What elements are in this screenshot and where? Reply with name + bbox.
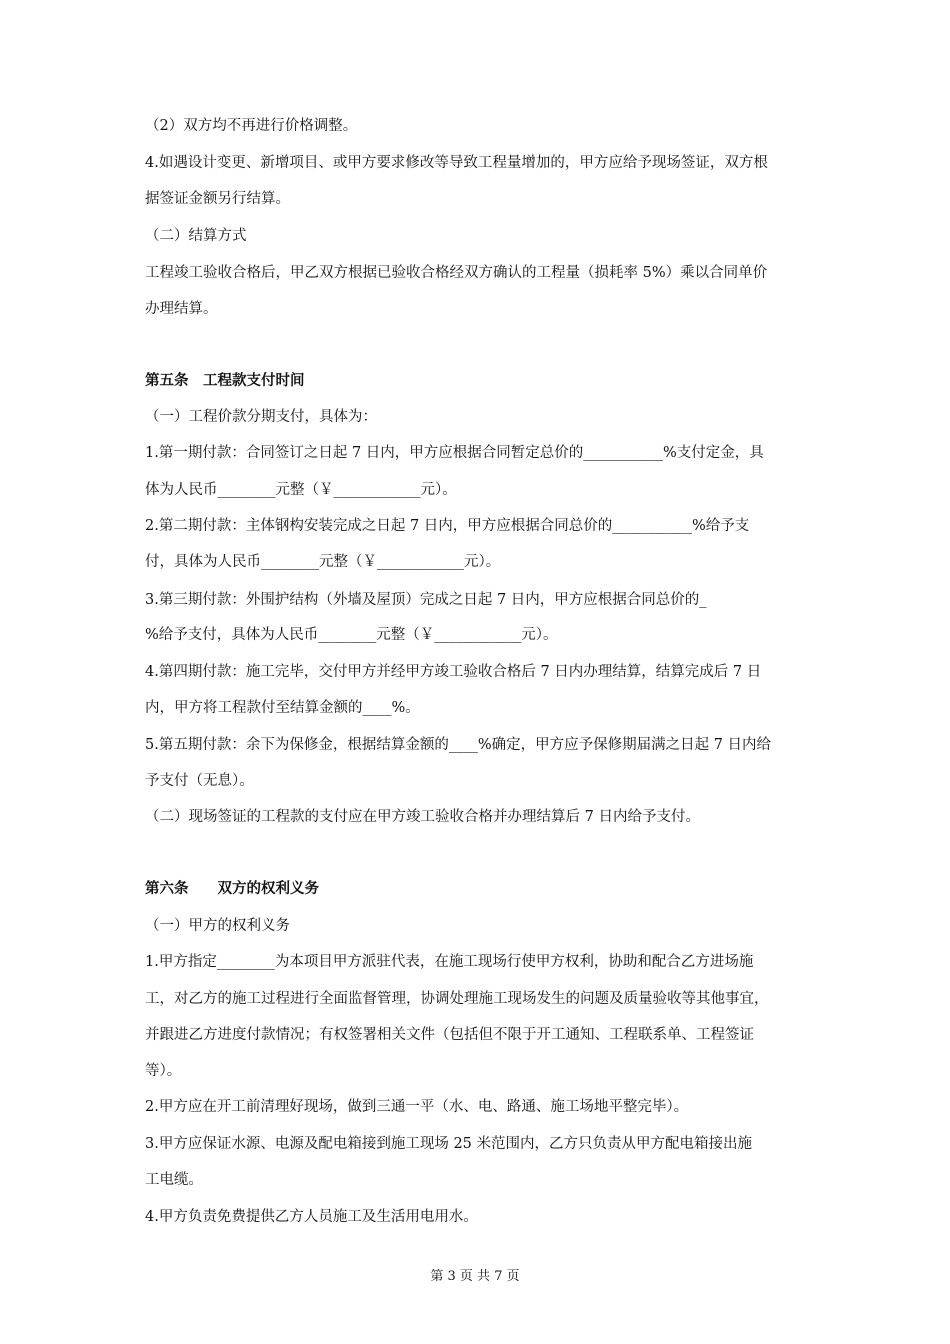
text-line: （一）甲方的权利义务 [145, 918, 290, 934]
text-line: （二）现场签证的工程款的支付应在甲方竣工验收合格并办理结算后 7 日内给予支付。 [145, 809, 700, 825]
text-line: 办理结算。 [145, 301, 218, 317]
text-line: 工，对乙方的施工过程进行全面监督管理，协调处理施工现场发生的问题及质量验收等其他事宜， [145, 991, 769, 1007]
section-heading: 第五条 工程款支付时间 [145, 373, 305, 389]
text-line: 1.甲方指定________为本项目甲方派驻代表，在施工现场行使甲方权利，协助和配合乙方进场施 [145, 954, 754, 970]
section-heading: 第六条 双方的权利义务 [145, 881, 319, 897]
text-line: 予支付（无息）。 [145, 773, 254, 789]
text-line: 体为人民币________元整（￥____________元）。 [145, 482, 457, 498]
text-line: 2.第二期付款：主体钢构安装完成之日起 7 日内，甲方应根据合同总价的___________%给予支 [145, 518, 750, 534]
text-line: 5.第五期付款：余下为保修金，根据结算金额的____%确定，甲方应予保修期届满之日起 7 日内给 [145, 737, 772, 753]
text-line: 据签证金额另行结算。 [145, 191, 290, 207]
text-line: 等）。 [145, 1063, 182, 1079]
text-line: 4.如遇设计变更、新增项目、或甲方要求修改等导致工程量增加的，甲方应给予现场签证，双方根 [145, 155, 768, 171]
text-line: 工程竣工验收合格后，甲乙双方根据已验收合格经双方确认的工程量（损耗率 5%）乘以合同单价 [145, 265, 768, 281]
page-footer: 第 3 页 共 7 页 [430, 1269, 520, 1284]
text-line: 4.甲方负责免费提供乙方人员施工及生活用电用水。 [145, 1209, 478, 1225]
text-line: （2）双方均不再进行价格调整。 [145, 118, 358, 134]
text-line: 1.第一期付款：合同签订之日起 7 日内，甲方应根据合同暂定总价的___________%支付定金，具 [145, 445, 764, 461]
text-line: （一）工程价款分期支付，具体为： [145, 409, 377, 425]
text-line: 并跟进乙方进度付款情况；有权签署相关文件（包括但不限于开工通知、工程联系单、工程签证 [145, 1027, 754, 1043]
text-line: （二）结算方式 [145, 228, 247, 244]
text-line: 3.第三期付款：外围护结构（外墙及屋顶）完成之日起 7 日内，甲方应根据合同总价的_ [145, 592, 707, 608]
text-line: 工电缆。 [145, 1172, 203, 1188]
text-line: 2.甲方应在开工前清理好现场，做到三通一平（水、电、路通、施工场地平整完毕）。 [145, 1099, 689, 1115]
text-line: 内，甲方将工程款付至结算金额的____%。 [145, 700, 420, 716]
text-line: 3.甲方应保证水源、电源及配电箱接到施工现场 25 米范围内，乙方只负责从甲方配电箱接出施 [145, 1136, 752, 1152]
text-line: 付，具体为人民币________元整（￥____________元）。 [145, 554, 501, 570]
text-line: %给予支付，具体为人民币________元整（￥____________元）。 [145, 627, 558, 643]
text-line: 4.第四期付款：施工完毕，交付甲方并经甲方竣工验收合格后 7 日内办理结算，结算完成后 7 日 [145, 664, 762, 680]
